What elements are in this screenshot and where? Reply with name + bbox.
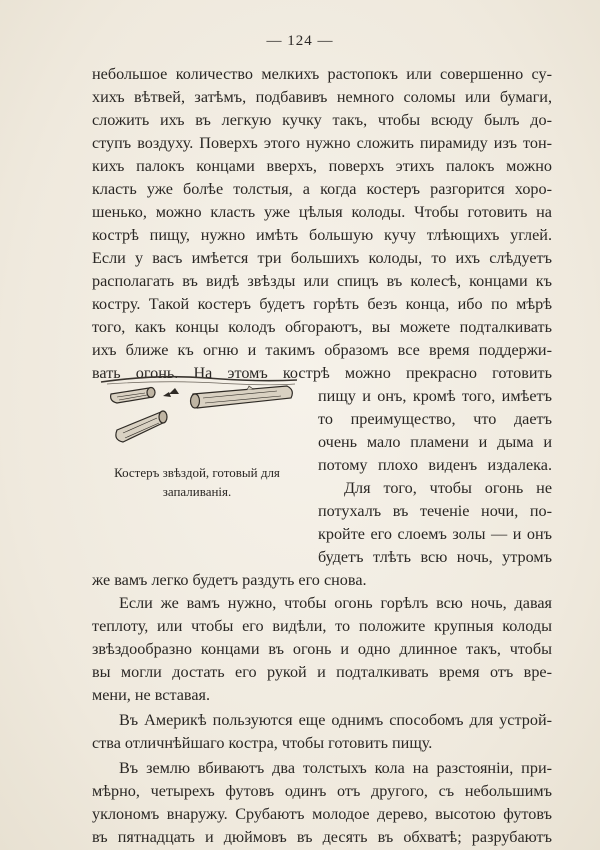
text-line: мени, не вставая.: [92, 686, 211, 704]
text-line: небольшое количество мелкихъ растопокъ или совершенно су-: [92, 65, 552, 83]
text-line: Если же вамъ нужно, чтобы огонь горѣлъ всю ночь, давая: [119, 594, 552, 612]
text-line: кройте его слоемъ золы — и онъ: [318, 525, 552, 543]
figure-caption: Костеръ звѣздой, готовый для запаливанія.: [114, 465, 280, 499]
text-line: же вамъ легко будетъ раздуть его снова.: [92, 571, 367, 589]
text-line: будетъ тлѣть всю ночь, утромъ: [318, 548, 552, 566]
text-line: Въ Америкѣ пользуются еще однимъ способомъ для устрой-: [119, 711, 552, 729]
page-number: — 124 —: [266, 33, 334, 49]
text-line: шенько, можно класть уже цѣлыя колоды. Чтобы готовить на: [92, 203, 552, 221]
text-line: вать огонь. На этомъ кострѣ можно прекрасно готовить: [92, 364, 552, 382]
text-line: располагать въ видѣ звѣзды или спицъ въ колесѣ, концами къ: [92, 272, 552, 290]
text-line: то преимущество, что даетъ: [318, 410, 552, 428]
text-line: кострѣ пищу, нужно имѣть большую кучу тлѣющихъ углей.: [92, 226, 552, 244]
text-line: въ пятнадцать и дюймовъ въ десять въ обхватѣ; разрубаютъ: [92, 828, 552, 846]
text-line: кихъ палокъ концами вверхъ, поверхъ этихъ палокъ можно: [92, 157, 552, 175]
text-line: Для того, чтобы огонь не: [344, 479, 552, 497]
text-line: того, какъ концы колодъ обгораютъ, вы можете подталкивать: [92, 318, 552, 336]
text-line: сложить ихъ въ легкую кучку такъ, чтобы всюду былъ до-: [92, 111, 552, 129]
text-line: уклономъ внаружу. Срубаютъ молодое дерево, высотою футовъ: [92, 805, 552, 823]
text-line: Если у васъ имѣется три большихъ колоды, то ихъ слѣдуетъ: [92, 249, 552, 267]
text-line: теплоту, или чтобы его видѣли, то положите крупныя колоды: [92, 617, 552, 635]
text-line: ихъ ближе къ огню и такимъ образомъ все время поддержи-: [92, 341, 552, 359]
text-line: потухалъ въ теченіе ночи, по-: [318, 502, 552, 520]
text-line: вы могли достать его рукой и подталкивать время отъ вре-: [92, 663, 552, 681]
text-line: ства отличнѣйшаго костра, чтобы готовить пищу.: [92, 734, 433, 752]
text-line: пищу и онъ, кромѣ того, имѣетъ: [318, 387, 552, 405]
text-line: костру. Такой костеръ будетъ горѣть безъ конца, ибо по мѣрѣ: [92, 295, 552, 313]
campfire-star-illustration: [97, 372, 302, 462]
text-line: мѣрно, четырехъ футовъ одинъ отъ другого, съ небольшимъ: [92, 782, 552, 800]
text-line: Въ землю вбиваютъ два толстыхъ кола на разстояніи, при-: [119, 759, 552, 777]
text-line: очень мало пламени и дыма и: [318, 433, 552, 451]
text-line: хихъ вѣтвей, затѣмъ, подбавивъ немного соломы или бумаги,: [92, 88, 552, 106]
text-line: звѣздообразно концами въ огонь и одно длинное такъ, чтобы: [92, 640, 552, 658]
text-line: класть уже болѣе толстыя, а когда костеръ разгорится хоро-: [92, 180, 552, 198]
text-line: ступъ воздуху. Поверхъ этого нужно сложить пирамиду изъ тон-: [92, 134, 552, 152]
text-line: потому плохо виденъ издалека.: [318, 456, 552, 474]
